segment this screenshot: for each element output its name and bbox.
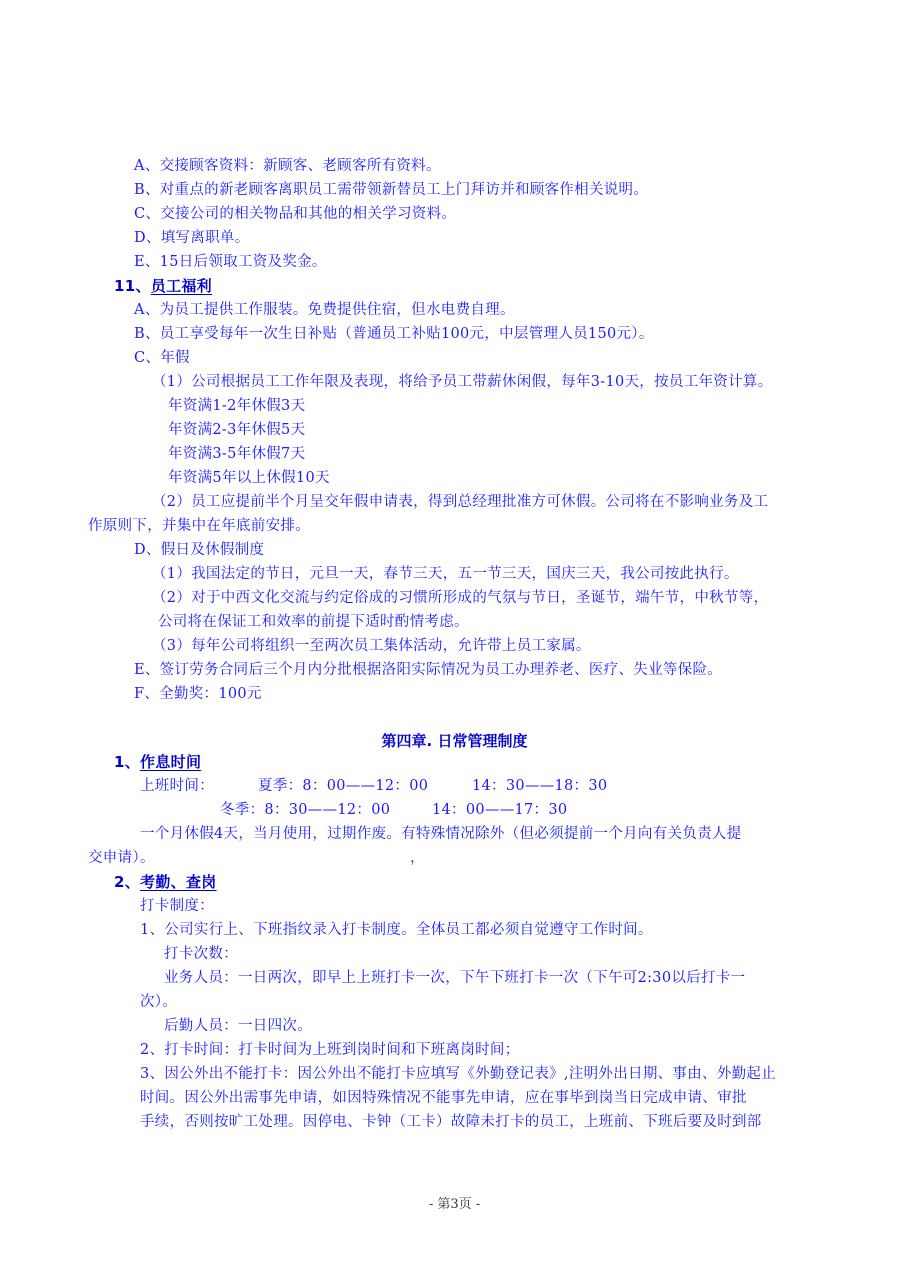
- section-number: 11、: [114, 277, 151, 295]
- holiday-rule-2-cont: 公司将在保证工和效率的前提下适时酌情考虑。: [158, 614, 469, 630]
- page-number: - 第3页 -: [428, 1197, 481, 1212]
- welfare-item-a: A、为员工提供工作服装。免费提供住宿，但水电费自理。: [134, 302, 515, 318]
- handover-item-b: B、对重点的新老顾客离职员工需带领新替员工上门拜访并和顾客作相关说明。: [134, 182, 649, 198]
- attendance-rule-3-cont: 手续，否则按旷工处理。因停电、卡钟（工卡）故障未打卡的员工，上班前、下班后要及时到部: [140, 1114, 762, 1130]
- punch-support-staff: 后勤人员：一日四次。: [164, 1018, 312, 1034]
- handover-item-e: E、15日后领取工资及奖金。: [134, 254, 327, 270]
- attendance-rule-3: 3、因公外出不能打卡：因公外出不能打卡应填写《外勤登记表》,注明外出日期、事由、外勤起止: [140, 1066, 777, 1082]
- section-title: 考勤、查岗: [140, 873, 217, 891]
- leave-policy: 一个月休假4天，当月使用，过期作废。有特殊情况除外（但必须提前一个月向有关负责人提: [140, 826, 742, 842]
- handover-item-c: C、交接公司的相关物品和其他的相关学习资料。: [134, 206, 457, 222]
- annual-leave-tier: 年资满2-3年休假5天: [168, 422, 306, 438]
- winter-afternoon: 14：00——17：30: [432, 802, 568, 818]
- winter-morning: 冬季：8：30——12：00: [220, 802, 391, 818]
- section-heading-worktime: [114, 752, 201, 772]
- punch-sales-staff-cont: 次）。: [140, 994, 178, 1010]
- punch-count-label: 打卡次数：: [164, 946, 238, 962]
- annual-leave-rule-1: （1）公司根据员工工作年限及表现，将给予员工带薪休闲假，每年3-10天，按员工年资计算。: [152, 374, 773, 390]
- annual-leave-tier: 年资满1-2年休假3天: [168, 398, 306, 414]
- section-number: 2、: [114, 873, 141, 891]
- chapter-title: 第四章. 日常管理制度: [381, 732, 528, 750]
- holiday-rule-3: （3）每年公司将组织一至两次员工集体活动，允许带上员工家属。: [152, 638, 591, 654]
- summer-afternoon: 14：30——18：30: [472, 778, 608, 794]
- handover-item-d: D、填写离职单。: [134, 230, 250, 246]
- attendance-label: 打卡制度：: [140, 898, 214, 914]
- welfare-item-e: E、签订劳务合同后三个月内分批根据洛阳实际情况为员工办理养老、医疗、失业等保险。: [134, 662, 723, 678]
- section-heading-attendance: [114, 872, 217, 892]
- welfare-item-f: F、全勤奖：100元: [134, 686, 262, 702]
- section-title: 作息时间: [140, 753, 202, 771]
- attendance-rule-1: 1、公司实行上、下班指纹录入打卡制度。全体员工都必须自觉遵守工作时间。: [140, 922, 653, 938]
- stray-comma: ，: [410, 850, 425, 866]
- summer-morning: 夏季：8：00——12：00: [258, 778, 429, 794]
- section-number: 1、: [114, 753, 141, 771]
- welfare-item-b: B、员工享受每年一次生日补贴（普通员工补贴100元，中层管理人员150元）。: [134, 326, 654, 342]
- attendance-rule-2: 2、打卡时间：打卡时间为上班到岗时间和下班离岗时间；: [140, 1042, 520, 1058]
- leave-policy-cont: 交申请）。: [88, 850, 155, 866]
- handover-item-a: A、交接顾客资料：新顾客、老顾客所有资料。: [134, 158, 441, 174]
- welfare-item-d: D、假日及休假制度: [134, 542, 265, 558]
- annual-leave-tier: 年资满3-5年休假7天: [168, 446, 306, 462]
- attendance-rule-3-cont: 时间。因公外出需事先申请，如因特殊情况不能事先申请，应在事毕到岗当日完成申请、审批: [140, 1090, 747, 1106]
- section-heading-welfare: [114, 276, 212, 296]
- worktime-label: 上班时间：: [140, 778, 214, 794]
- holiday-rule-1: （1）我国法定的节日，元旦一天，春节三天，五一节三天，国庆三天，我公司按此执行。: [152, 566, 739, 582]
- punch-sales-staff: 业务人员：一日两次，即早上上班打卡一次，下午下班打卡一次（下午可2:30以后打卡一: [164, 970, 746, 986]
- annual-leave-rule-2: （2）员工应提前半个月呈交年假申请表，得到总经理批准方可休假。公司将在不影响业务及工: [152, 494, 769, 510]
- annual-leave-tier: 年资满5年以上休假10天: [168, 470, 330, 486]
- section-title: 员工福利: [150, 277, 212, 295]
- welfare-item-c: C、年假: [134, 350, 190, 366]
- annual-leave-rule-2-cont: 作原则下，并集中在年底前安排。: [88, 518, 310, 534]
- holiday-rule-2: （2）对于中西文化交流与约定俗成的习惯所形成的气氛与节日，圣诞节，端午节，中秋节等，: [152, 590, 769, 606]
